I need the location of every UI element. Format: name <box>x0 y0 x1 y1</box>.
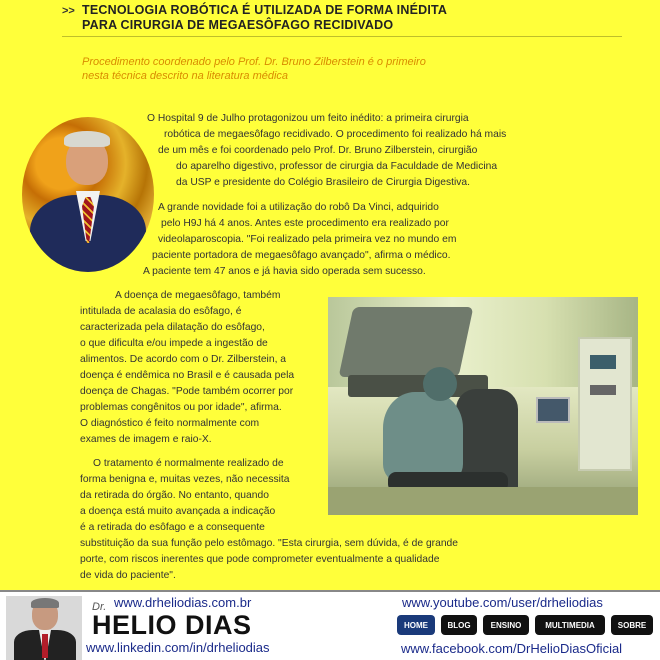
text-line: paciente portadora de megaesôfago avançado", afirma o médico. <box>152 250 451 261</box>
linkedin-link[interactable]: www.linkedin.com/in/drheliodias <box>86 640 270 655</box>
text-line: substituição da sua função pelo estômago. "Esta cirurgia, sem dúvida, é de grande <box>80 538 459 549</box>
text-line: alimentos. De acordo com o Dr. Zilberstein, a <box>80 354 287 365</box>
footer-photo-hair <box>31 598 59 608</box>
text-line: é a retirada do esôfago e a consequente <box>80 522 265 533</box>
photo-floor <box>328 487 638 515</box>
photo-surgeon-head <box>423 367 457 401</box>
text-line: O diagnóstico é feito normalmente com <box>80 418 260 429</box>
text-line: intitulada de acalasia do esôfago, é <box>80 306 242 317</box>
doctor-portrait-image <box>22 117 154 272</box>
nav-multimedia-button[interactable]: MULTIMEDIA <box>535 615 605 635</box>
text-line: doença de Chagas. "Pode também ocorrer por <box>80 386 294 397</box>
footer-divider <box>0 590 660 592</box>
facebook-link[interactable]: www.facebook.com/DrHelioDiasOficial <box>401 641 623 656</box>
text-line: O Hospital 9 de Julho protagonizou um feito inédito: a primeira cirurgia <box>147 113 469 124</box>
text-line: doença é endêmica no Brasil e é causada pela <box>80 370 295 381</box>
subtitle-line: Procedimento coordenado pelo Prof. Dr. Bruno Zilberstein é o primeiro <box>82 56 426 68</box>
text-line: pelo H9J há 4 anos. Antes este procedimento era realizado por <box>161 218 449 229</box>
article-subtitle <box>82 55 552 83</box>
footer-doctor-photo <box>6 596 82 660</box>
photo-monitor <box>536 397 570 423</box>
nav-ensino-button[interactable]: ENSINO <box>483 615 529 635</box>
subtitle-line: nesta técnica descrito na literatura médica <box>82 70 289 82</box>
text-line: caracterizada pela dilatação do esôfago, <box>80 322 265 333</box>
text-line: O tratamento é normalmente realizado de <box>93 458 284 469</box>
nav-home-button[interactable]: HOME <box>397 615 435 635</box>
text-line: forma benigna e, muitas vezes, não necessita <box>80 474 290 485</box>
text-line: da USP e presidente do Colégio Brasileiro de Cirurgia Digestiva. <box>176 177 470 188</box>
header-arrow-icon: >> <box>62 5 75 17</box>
text-line: da retirada do órgão. No entanto, quando <box>80 490 269 501</box>
text-line: porte, com riscos inerentes que pode comprometer eventualmente a qualidade <box>80 554 440 565</box>
text-line: do aparelho digestivo, professor de cirurgia da Faculdade de Medicina <box>176 161 498 172</box>
article-title <box>82 3 562 33</box>
text-line: A doença de megaesôfago, também <box>115 290 281 301</box>
photo-robot-console <box>339 307 474 377</box>
text-line: o que dificulta e/ou impede a ingestão de <box>80 338 268 349</box>
text-line: de um mês e foi coordenado pelo Prof. Dr. Bruno Zilberstein, cirurgião <box>158 145 478 156</box>
text-line: exames de imagem e raio-X. <box>80 434 212 445</box>
text-line: a doença está muito avançada a indicação <box>80 506 276 517</box>
brand-prefix: Dr. <box>92 601 107 613</box>
title-divider <box>62 36 622 37</box>
website-link[interactable]: www.drheliodias.com.br <box>114 595 252 610</box>
photo-surgeon <box>383 392 463 482</box>
nav-blog-button[interactable]: BLOG <box>441 615 477 635</box>
text-line: A paciente tem 47 anos e já havia sido operada sem sucesso. <box>143 266 426 277</box>
photo-rack-screen <box>590 385 616 395</box>
photo-rack-screen <box>590 355 616 369</box>
footer-photo-tie <box>42 634 48 658</box>
title-line: TECNOLOGIA ROBÓTICA É UTILIZADA DE FORMA INÉDITA <box>82 3 448 17</box>
surgical-robot-photo <box>328 297 638 515</box>
text-line: de vida do paciente". <box>80 570 176 581</box>
text-line: videolaparoscopia. "Foi realizado pela primeira vez no mundo em <box>158 234 457 245</box>
text-line: problemas congênitos ou por idade", afirma. <box>80 402 282 413</box>
text-line: robótica de megaesôfago recidivado. O procedimento foi realizado há mais <box>164 129 507 140</box>
nav-sobre-button[interactable]: SOBRE <box>611 615 653 635</box>
portrait-hair <box>64 131 110 147</box>
title-line: PARA CIRURGIA DE MEGAESÔFAGO RECIDIVADO <box>82 18 394 32</box>
youtube-link[interactable]: www.youtube.com/user/drheliodias <box>402 595 603 610</box>
text-line: A grande novidade foi a utilização do robô Da Vinci, adquirido <box>158 202 439 213</box>
brand-name: HELIO DIAS <box>92 610 252 640</box>
